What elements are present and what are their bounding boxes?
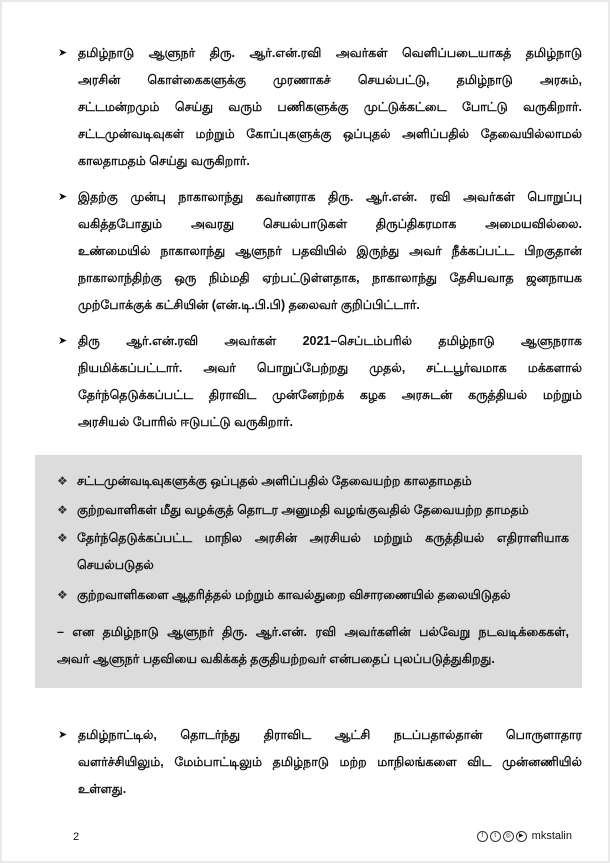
facebook-icon: f [477,831,488,842]
text-line: அரசின் கொள்கைகளுக்கு முரணாகச் செயல்பட்டு, தமிழ்நாடு அரசும், [78,73,582,87]
text-line: காலதாமதம் செய்து வருகிறார். [78,154,250,168]
text-line: திரு ஆர்.என்.ரவி அவர்கள் 2021–செப்டம்பரில் தமிழ்நாடு ஆளுநராக [78,334,582,348]
paragraph-3 [58,328,582,436]
diamond-bullet-icon: ❖ [57,474,68,488]
text-line: அரசியல் போரில் ஈடுபட்டு வருகிறார். [78,415,293,429]
paragraph-2 [58,184,582,319]
diamond-bullet-icon: ❖ [57,588,68,602]
arrow-bullet-icon: ➤ [58,47,68,59]
text-line: உண்மையில் நாகாலாந்து ஆளுநர் பதவியில் இருந்து அவர் நீக்கப்பட்ட பிறகுதான் [78,244,582,258]
text-line: தேர்ந்தெடுக்கப்பட்ட மாநில அரசின் அரசியல் மற்றும் கருத்தியல் எதிராளியாக [77,531,569,545]
document-page [2,2,608,861]
text-line: உள்ளது. [78,782,127,796]
page-number: 2 [73,831,80,843]
text-line: சட்டமன்றமும் செய்து வரும் பணிகளுக்கு முட்டுக்கட்டை போட்டு வருகிறார். [78,100,582,114]
instagram-icon: ◎ [503,831,514,842]
text-line: வகித்தபோதும் அவரது செயல்பாடுகள் திருப்திகரமாக அமையவில்லை. [78,217,582,231]
text-line: இதற்கு முன்பு நாகாலாந்து கவர்னராக திரு. ஆர்.என். ரவி அவர்கள் பொறுப்பு [78,190,582,204]
text-line: நியமிக்கப்பட்டார். அவர் பொறுப்பேற்றது முதல், சட்டபூர்வமாக மக்களால் [78,361,582,375]
text-line: – என தமிழ்நாடு ஆளுநர் திரு. ஆர்.என். ரவி அவர்களின் பல்வேறு நடவடிக்கைகள், [57,625,569,639]
arrow-bullet-icon: ➤ [58,335,68,347]
text-line: தேர்ந்தெடுக்கப்பட்ட திராவிட முன்னேற்றக் கழக அரசுடன் கருத்தியல் மற்றும் [78,388,582,402]
diamond-bullet-icon: ❖ [57,503,68,517]
box-list-item [57,525,569,579]
youtube-icon: ▶ [516,831,527,842]
box-list-item [57,497,569,524]
diamond-bullet-icon: ❖ [57,531,68,545]
text-line: நாகாலாந்திற்கு ஒரு நிம்மதி ஏற்பட்டுள்ளதாக, நாகாலாந்து தேசியவாத ஜனநாயக [78,271,582,285]
text-line: செயல்படுதல் [77,558,154,572]
text-line: தமிழ்நாட்டில், தொடர்ந்து திராவிட ஆட்சி நடப்பதால்தான் பொருளாதார [78,728,582,742]
social-handle: mkstalin [531,830,572,842]
text-line: சட்டமுன்வடிவுகளுக்கு ஒப்புதல் அளிப்பதில் தேவையற்ற காலதாமதம் [77,474,472,488]
text-line: வளர்ச்சியிலும், மேம்பாட்டிலும் தமிழ்நாடு மற்ற மாநிலங்களை விட முன்னணியில் [78,755,582,769]
text-line: சட்டமுன்வடிவுகள் மற்றும் கோப்புகளுக்கு ஒப்புதல் அளிப்பதில் தேவையில்லாமல் [78,127,582,141]
paragraph-1 [58,40,582,175]
box-closing-text [57,619,569,673]
paragraph-4 [58,722,582,803]
twitter-icon: t [490,831,501,842]
highlight-box [35,455,582,688]
text-line: முற்போக்குக் கட்சியின் (என்.டி.பி.பி) தலைவர் குறிப்பிட்டார். [78,298,420,312]
text-line: தமிழ்நாடு ஆளுநர் திரு. ஆர்.என்.ரவி அவர்கள் வெளிப்படையாகத் தமிழ்நாடு [78,46,582,60]
box-list-item [57,582,569,609]
arrow-bullet-icon: ➤ [58,191,68,203]
text-line: குற்றவாளிகள் மீது வழக்குத் தொடர அனுமதி வழங்குவதில் தேவையற்ற தாமதம் [77,503,529,517]
text-line: குற்றவாளிகளை ஆதரித்தல் மற்றும் காவல்துறை விசாரணையில் தலையிடுதல் [77,588,511,602]
social-footer [477,830,572,842]
arrow-bullet-icon: ➤ [58,729,68,741]
text-line: அவர் ஆளுநர் பதவியை வகிக்கத் தகுதியற்றவர் என்பதைப் புலப்படுத்துகிறது. [57,652,495,666]
box-list-item [57,468,569,495]
